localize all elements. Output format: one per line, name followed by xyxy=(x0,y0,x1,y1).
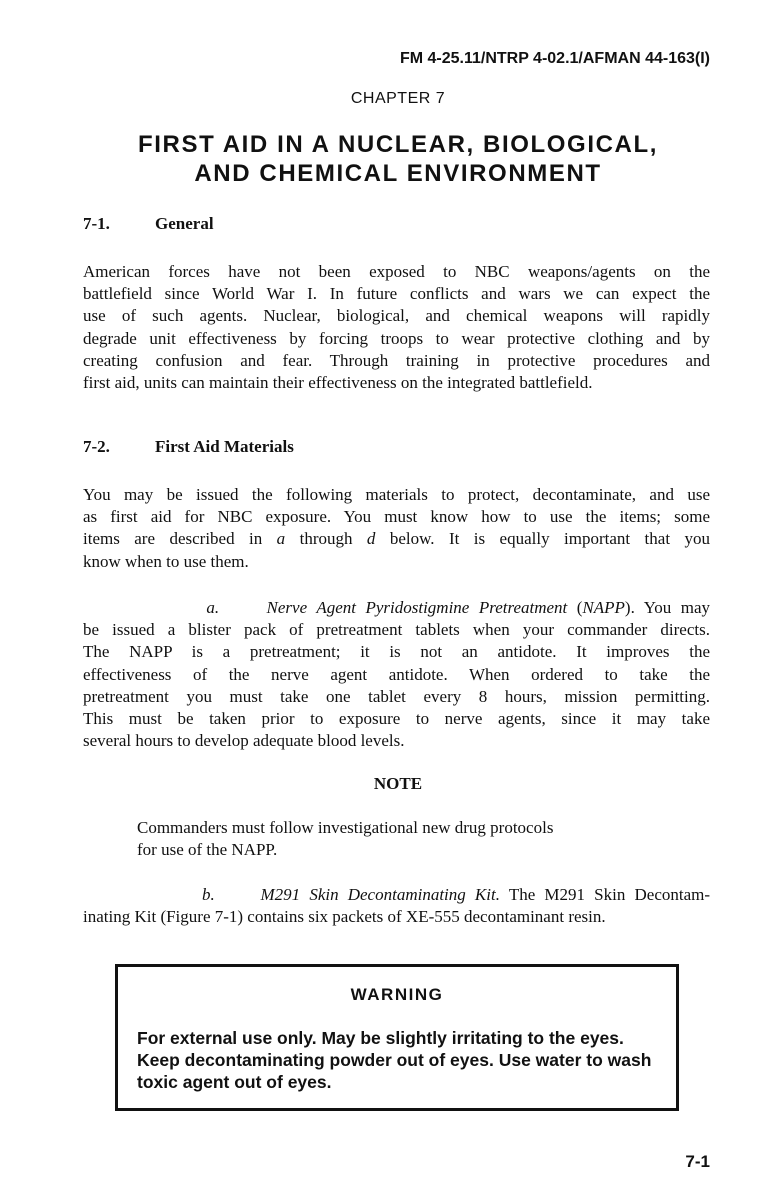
text-span: The M291 Skin Decontam- xyxy=(499,885,711,904)
text-span: through xyxy=(285,529,367,549)
text-span xyxy=(83,598,206,617)
text-span xyxy=(83,885,202,904)
text-span: ( xyxy=(567,598,583,617)
text-span: battlefield since World War I. In future conflicts and wars we can expect the xyxy=(83,284,710,304)
text-line xyxy=(83,641,710,663)
chapter-title xyxy=(0,130,770,188)
text-line xyxy=(83,664,710,686)
text-span: inating Kit (Figure 7-1) contains six packets of XE-555 decontaminant resin. xyxy=(83,907,606,927)
text-span: for use of the NAPP. xyxy=(137,840,278,860)
text-line xyxy=(83,619,710,641)
text-line xyxy=(137,817,657,839)
chapter-label: CHAPTER 7 xyxy=(350,90,446,107)
text-line xyxy=(83,261,710,283)
text-line xyxy=(83,506,710,528)
text-line xyxy=(83,484,710,506)
text-span: several hours to develop adequate blood levels. xyxy=(83,731,405,751)
italic-text: a xyxy=(276,529,286,549)
text-line xyxy=(83,372,710,394)
section-number: 7-2. xyxy=(83,437,110,456)
italic-text: d xyxy=(366,529,376,549)
warning-box xyxy=(115,964,679,1111)
warning-heading: WARNING xyxy=(350,985,444,1004)
text-span: degrade unit effectiveness by forcing troops to wear protective clothing and by xyxy=(83,328,710,348)
text-span: This must be taken prior to exposure to nerve agents, since it may take xyxy=(83,708,710,728)
page-number: 7-1 xyxy=(685,1152,710,1171)
text-span: American forces have not been exposed to NBC weapons/agents on the xyxy=(83,262,710,281)
text-line xyxy=(83,730,710,752)
text-span: use of such agents. Nuclear, biological, and chemical weapons will rapidly xyxy=(83,306,710,326)
text-line xyxy=(83,884,710,906)
paragraph-materials xyxy=(83,484,710,573)
section-title: General xyxy=(155,214,214,233)
title-line: FIRST AID IN A NUCLEAR, BIOLOGICAL, xyxy=(138,131,658,158)
text-span: You may be issued the following materials to protect, decontaminate, and use xyxy=(83,485,710,504)
italic-text: NAPP xyxy=(582,598,625,617)
text-line xyxy=(83,906,710,928)
italic-text: Nerve Agent Pyridostigmine Pretreatment xyxy=(266,598,568,617)
italic-text: a. xyxy=(206,598,220,617)
text-line xyxy=(83,528,710,550)
italic-text: b. xyxy=(201,885,215,904)
text-span: effectiveness of the nerve agent antidote. When ordered to take the xyxy=(83,664,710,684)
text-span: items are described in xyxy=(83,529,277,549)
text-span: The NAPP is a pretreatment; it is not an antidote. It improves the xyxy=(83,642,710,662)
text-span: as first aid for NBC exposure. You must know how to use the items; some xyxy=(83,507,710,527)
text-line xyxy=(83,328,710,350)
text-line xyxy=(83,350,710,372)
text-line xyxy=(83,305,710,327)
note-heading: NOTE xyxy=(373,774,423,793)
warning-text: For external use only. May be slightly irritating to the eyes. Keep decontaminating powder out of eyes. Use water to wash toxic agent out of eyes. xyxy=(137,1028,652,1092)
section-heading-general xyxy=(83,214,214,234)
text-span xyxy=(219,598,266,617)
text-line xyxy=(83,597,710,619)
note-text xyxy=(137,817,657,861)
title-line: AND CHEMICAL ENVIRONMENT xyxy=(194,160,602,187)
text-span: ). You may xyxy=(624,598,711,617)
italic-text: M291 Skin Decontaminating Kit. xyxy=(260,885,500,904)
text-span: be issued a blister pack of pretreatment tablets when your commander directs. xyxy=(83,620,710,640)
text-span: first aid, units can maintain their effectiveness on the integrated battlefield. xyxy=(83,372,593,392)
section-heading-first-aid-materials xyxy=(83,437,294,457)
text-span: pretreatment you must take one tablet every 8 hours, mission permitting. xyxy=(83,686,710,706)
text-line xyxy=(83,551,710,573)
text-line xyxy=(137,839,657,861)
section-title: First Aid Materials xyxy=(155,437,294,456)
text-line xyxy=(83,686,710,708)
paragraph-m291 xyxy=(83,884,710,928)
text-span: Commanders must follow investigational new drug protocols xyxy=(137,818,554,837)
text-span xyxy=(215,885,261,904)
text-span: creating confusion and fear. Through training in protective procedures and xyxy=(83,350,710,370)
text-line xyxy=(83,283,710,305)
document-header: FM 4-25.11/NTRP 4-02.1/AFMAN 44-163(I) xyxy=(399,50,710,67)
section-number: 7-1. xyxy=(83,214,110,233)
text-line xyxy=(83,708,710,730)
text-span: below. It is equally important that you xyxy=(375,529,710,549)
paragraph-general xyxy=(83,261,710,394)
text-span: know when to use them. xyxy=(83,551,249,571)
paragraph-napp xyxy=(83,597,710,752)
